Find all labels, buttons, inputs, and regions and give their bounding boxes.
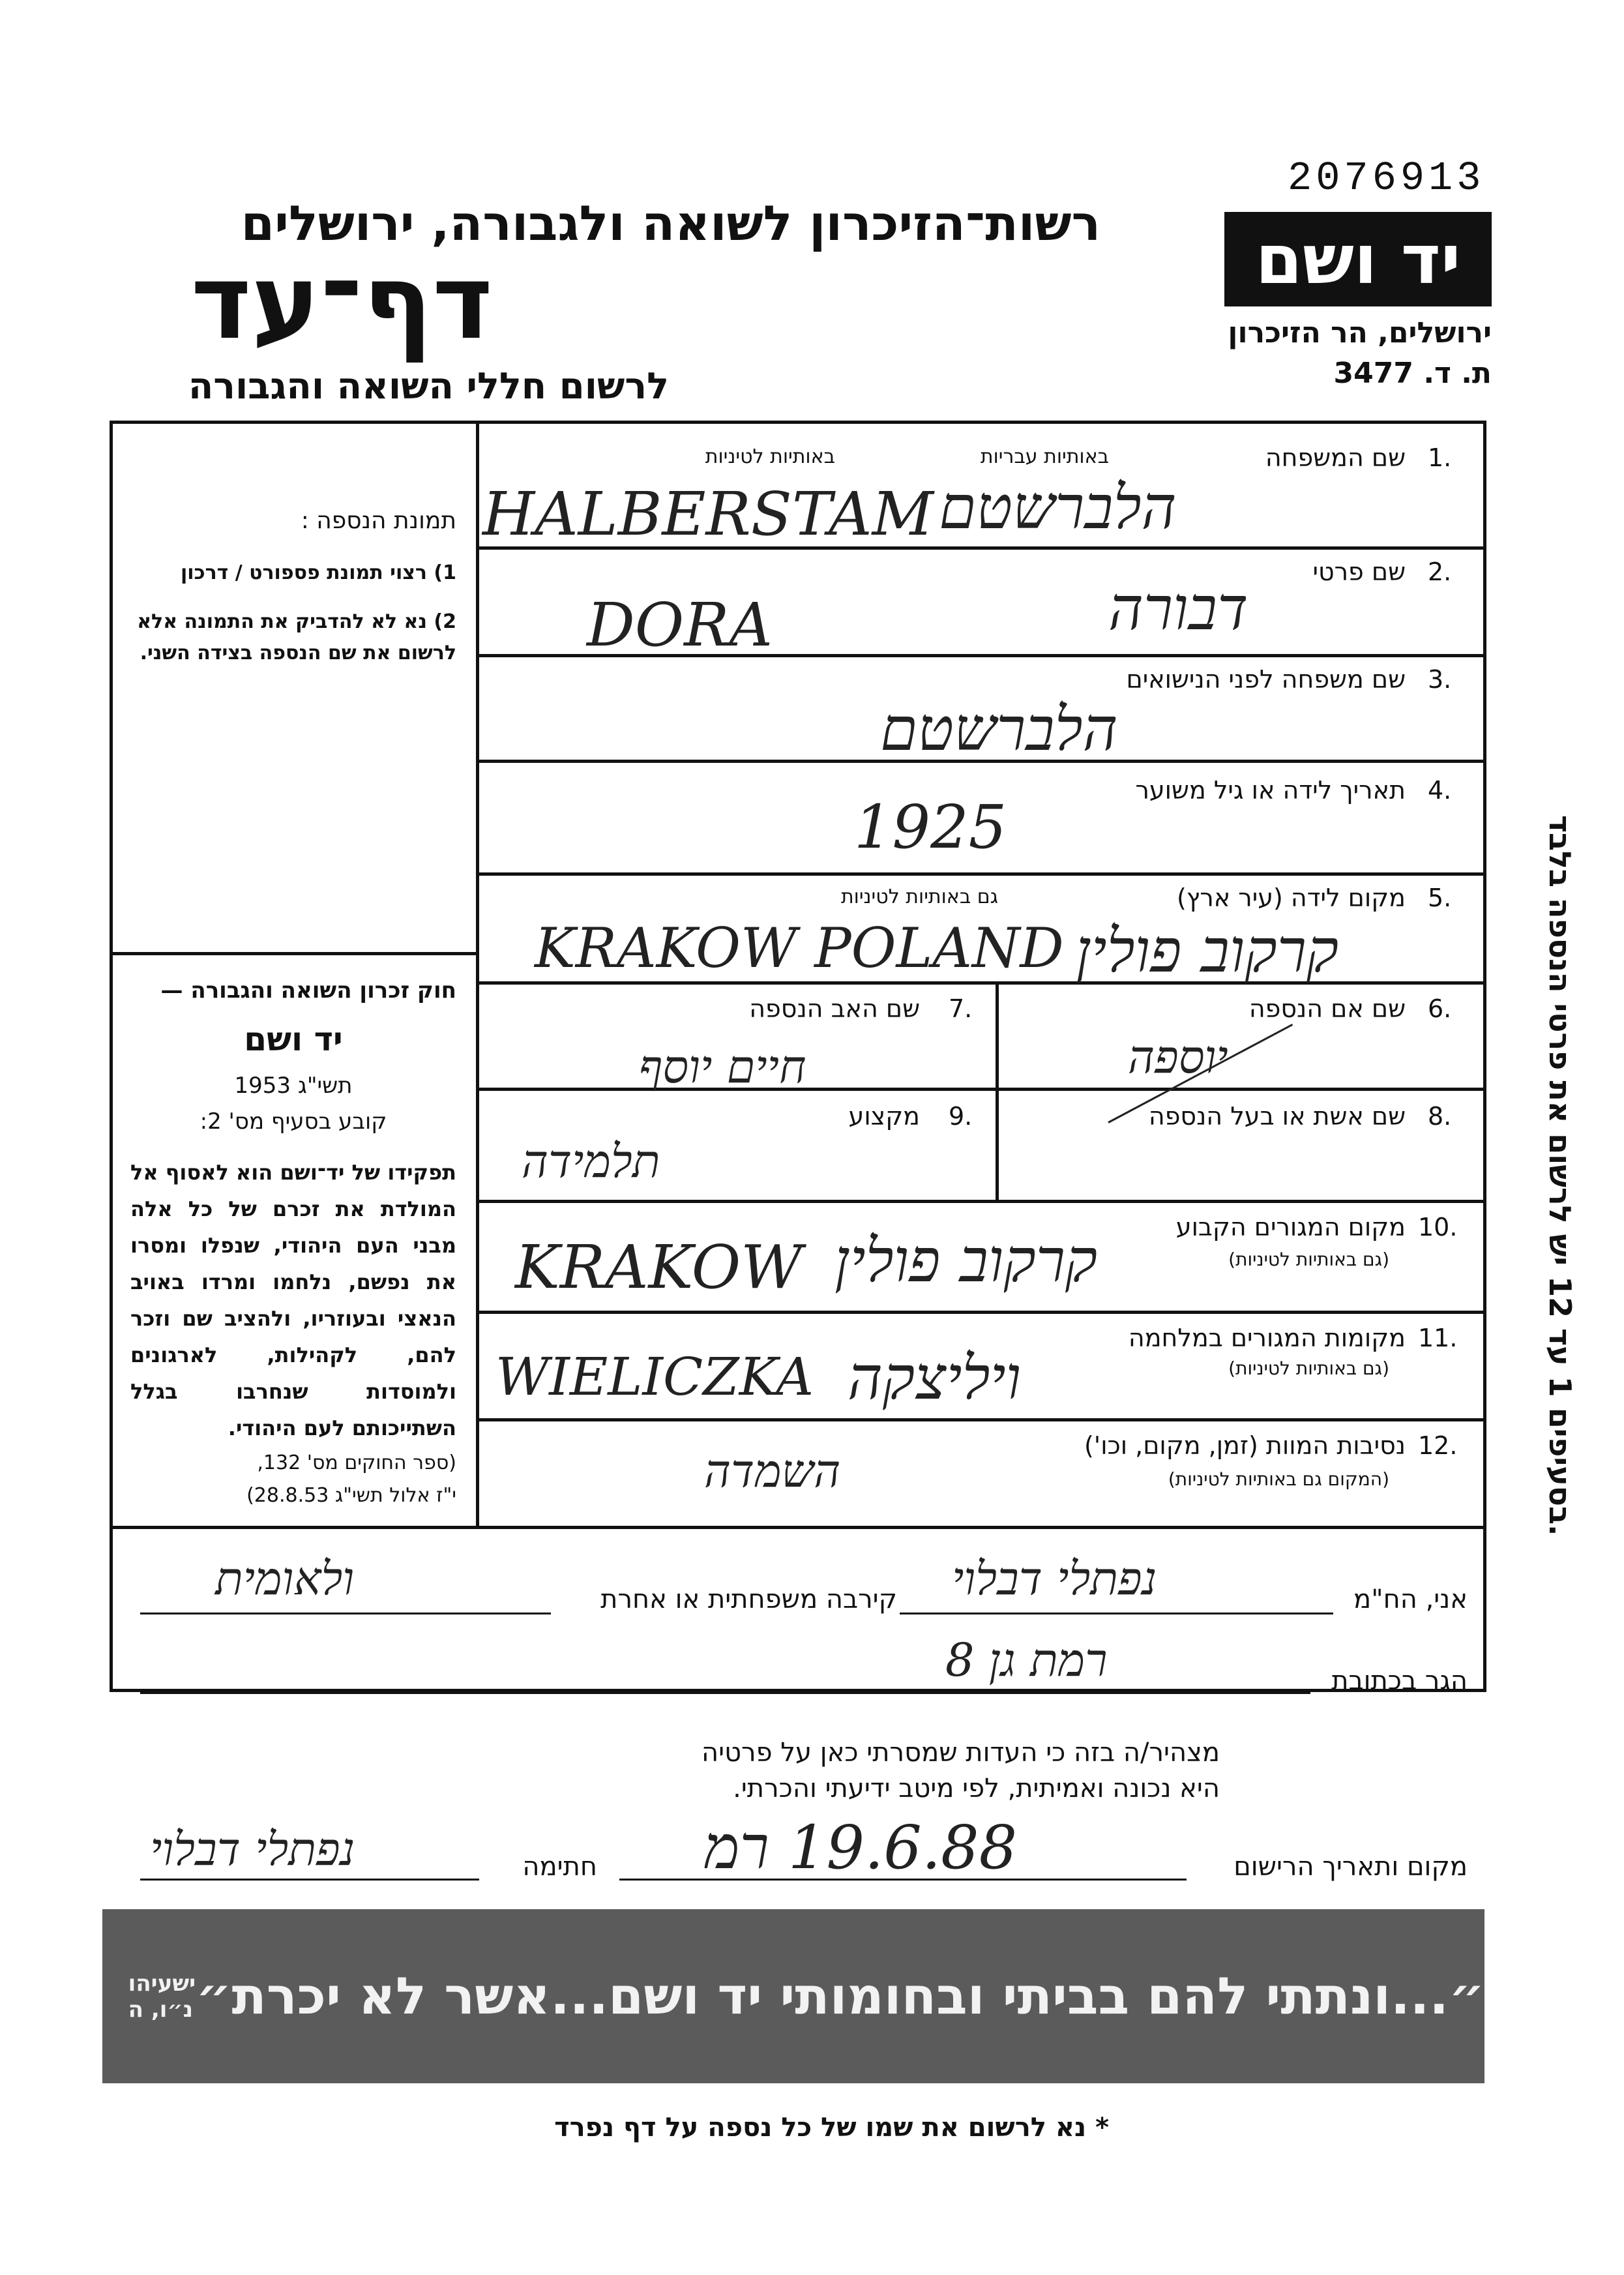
quote-text: ״...ונתתי להם בביתי ובחומותי יד ושם...אשר לא יכרת״ <box>196 1967 1485 2026</box>
po-box-line: ת. ד. 3477 <box>1333 357 1492 390</box>
field-11-value-latin[interactable]: WIELICZKA <box>495 1346 814 1407</box>
field-1-label: שם המשפחה <box>1265 443 1406 472</box>
field-3-label: שם משפחה לפני הנישואים <box>1126 665 1406 694</box>
field-9-number: 9. <box>949 1102 973 1131</box>
declaration-divider <box>110 1526 1486 1529</box>
field-1-value-latin[interactable]: HALBERSTAM <box>482 479 934 549</box>
field-1-value-hebrew[interactable]: הלברשטם <box>939 473 1177 543</box>
yad-vashem-logo: יד ושם <box>1224 212 1492 306</box>
declarant-line <box>900 1611 1333 1614</box>
field-10-label: מקום המגורים הקבוע <box>1175 1213 1406 1242</box>
photo-note-1: 1) רצוי תמונת פספורט / דרכון <box>180 561 456 584</box>
row-divider <box>476 1088 1486 1091</box>
field-4-value[interactable]: 1925 <box>854 792 1007 862</box>
law-body: תפקידו של יד־ושם הוא לאסוף אל המולדת את זכרם של כל אלה מבני העם היהודי, שנפלו ומסרו את נפשם, נלחמו ומרדו באויב הנאצי ובעוזריו, ולהציב שם וזכר להם, לקהילות, לארגונים ולמוסדות שנחרבו בגלל השתייכותם לעם היהודי. <box>130 1160 456 1440</box>
address-line: ירושלים, הר הזיכרון <box>1228 316 1492 349</box>
address-label: הגר בכתובת <box>1331 1666 1468 1696</box>
field-11-label: מקומות המגורים במלחמה <box>1128 1324 1406 1352</box>
field-1-number: 1. <box>1428 443 1452 472</box>
law-year: תשי"ג 1953 <box>234 1073 353 1099</box>
declarant-label: אני, הח"מ <box>1353 1584 1468 1614</box>
row-divider <box>476 1418 1486 1421</box>
field-5-number: 5. <box>1428 884 1452 912</box>
field-4-number: 4. <box>1428 776 1452 805</box>
field-2-value-latin[interactable]: DORA <box>587 590 773 660</box>
field-8-number: 8. <box>1428 1102 1452 1131</box>
address-line <box>140 1690 1310 1694</box>
left-panel-divider <box>110 952 478 955</box>
photo-note-2: 2) נא לא להדביק את התמונה אלא לרשום את שם הנספה בצידה השני. <box>137 610 456 664</box>
field-2-label: שם פרטי <box>1312 558 1406 586</box>
quote-source: ישעיהו נ״ו, ה <box>128 1970 196 2023</box>
field-12-value[interactable]: השמדה <box>704 1444 841 1498</box>
field-12-label: נסיבות המוות (זמן, מקום, וכו') <box>1084 1431 1406 1460</box>
field-7-value[interactable]: חיים יוסף <box>639 1040 806 1093</box>
field-2-value-hebrew[interactable]: דבורה <box>1108 574 1248 644</box>
field-6-number: 6. <box>1428 994 1452 1023</box>
field-5-value-hebrew[interactable]: קרקוב פולין <box>1076 916 1339 986</box>
law-source-1: (ספר החוקים מס' 132, <box>257 1451 456 1474</box>
serial-number: 2076913 <box>1288 155 1485 201</box>
law-heading: חוק זכרון השואה והגבורה — <box>160 977 456 1004</box>
field-11-value-hebrew[interactable]: ויליצקה <box>848 1343 1022 1413</box>
field-10-value-hebrew[interactable]: קרקוב פולין <box>834 1226 1098 1296</box>
quote-banner <box>102 1909 1484 2083</box>
page-subtitle: לרשום חללי השואה והגבורה <box>188 365 669 408</box>
relation-value[interactable]: ולאומית <box>215 1552 355 1605</box>
field-5-value-latin[interactable]: KRAKOW POLAND <box>535 916 1064 980</box>
statement-line-1: מצהיר/ה בזה כי העדות שמסרתי כאן על פרטיה <box>701 1738 1220 1768</box>
field-5-hint: גם באותיות לטיניות <box>840 885 998 908</box>
field-7-label: שם האב הנספה <box>749 994 920 1023</box>
field-11-hint: (גם באותיות לטיניות) <box>1228 1358 1389 1379</box>
row-divider <box>476 1200 1486 1203</box>
field-9-value[interactable]: תלמידה <box>522 1135 660 1188</box>
field-1-hint-hebrew: באותיות עבריות <box>980 445 1109 468</box>
row-divider <box>476 1311 1486 1314</box>
relation-label: קירבה משפחתית או אחרת <box>600 1584 897 1614</box>
statement-line-2: היא נכונה ואמיתית, לפי מיטב ידיעתי והכרתי. <box>733 1774 1220 1804</box>
field-11-number: 11. <box>1418 1324 1458 1352</box>
field-1-hint-latin: באותיות לטיניות <box>705 445 835 468</box>
declarant-value[interactable]: נפתלי דבלוי <box>952 1552 1157 1605</box>
field-10-value-latin[interactable]: KRAKOW <box>515 1232 803 1302</box>
signature-label: חתימה <box>522 1852 597 1882</box>
field-9-label: מקצוע <box>848 1102 920 1131</box>
side-note: בסעיפים 1 עד 12 יש לרשום את פרטי הנספה בלבד. <box>1543 815 1578 1536</box>
place-date-value[interactable]: 19.6.88 רמ <box>704 1813 1018 1882</box>
field-6-value[interactable]: יוספה <box>1128 1030 1228 1084</box>
address-value[interactable]: רמת גן 8 <box>945 1633 1108 1687</box>
place-date-label: מקום ותאריך הרישום <box>1233 1852 1468 1882</box>
signature-line <box>140 1877 479 1881</box>
row-divider <box>476 872 1486 876</box>
field-5-label: מקום לידה (עיר ארץ) <box>1177 884 1406 912</box>
field-10-hint: (גם באותיות לטיניות) <box>1228 1249 1389 1270</box>
law-source-2: י"ז אלול תשי"ג 28.8.53) <box>246 1484 456 1507</box>
law-name: יד ושם <box>244 1020 343 1058</box>
relation-line <box>140 1611 551 1614</box>
organization-name: רשות־הזיכרון לשואה ולגבורה, ירושלים <box>241 196 1100 252</box>
field-6-label: שם אם הנספה <box>1248 994 1406 1023</box>
signature-value[interactable]: נפתלי דבלוי <box>150 1822 355 1876</box>
field-7-number: 7. <box>949 994 973 1023</box>
field-3-number: 3. <box>1428 665 1452 694</box>
address-block <box>1228 313 1492 394</box>
footnote: * נא לרשום את שמו של כל נספה על דף נפרד <box>554 2113 1109 2143</box>
column-divider <box>476 421 479 1529</box>
field-10-number: 10. <box>1418 1213 1458 1242</box>
field-12-number: 12. <box>1418 1431 1458 1460</box>
field-2-number: 2. <box>1428 558 1452 586</box>
page-title: דף־עד <box>190 243 493 363</box>
field-4-label: תאריך לידה או גיל משוער <box>1135 776 1406 805</box>
law-clause: קובע בסעיף מס' 2: <box>199 1108 387 1135</box>
field-8-label: שם אשת או בעל הנספה <box>1148 1102 1406 1131</box>
field-3-value[interactable]: הלברשטם <box>880 694 1118 764</box>
photo-heading: תמונת הנספה : <box>301 507 456 534</box>
field-12-hint: (המקום גם באותיות לטיניות) <box>1168 1468 1389 1490</box>
split-divider <box>996 981 999 1200</box>
